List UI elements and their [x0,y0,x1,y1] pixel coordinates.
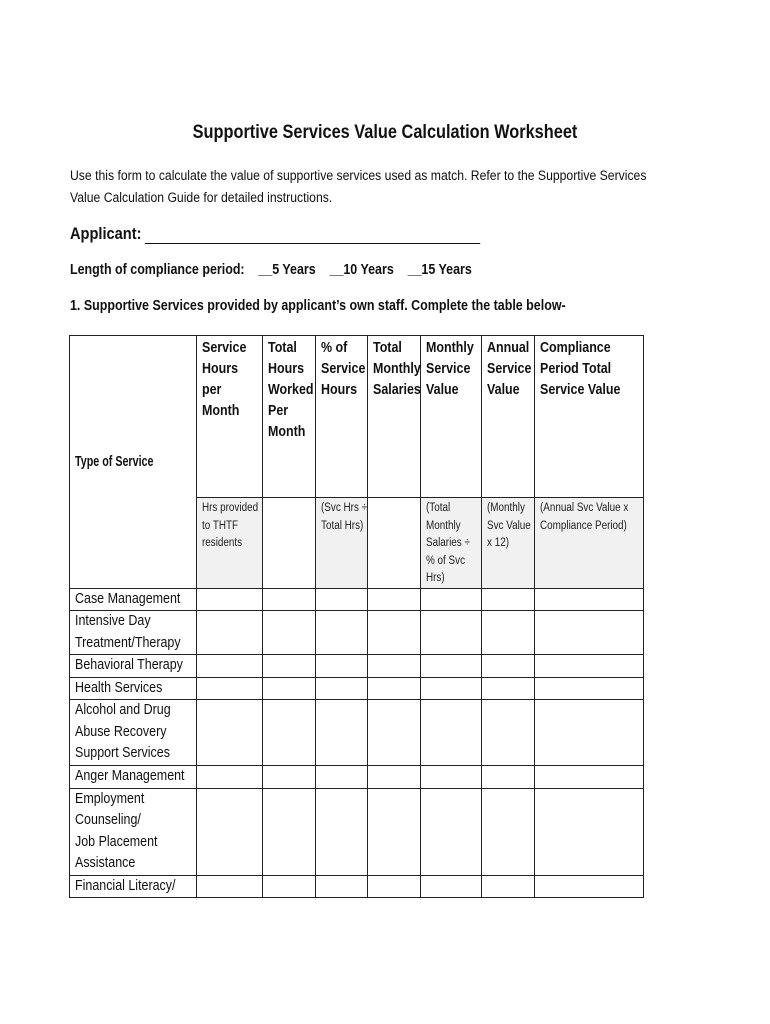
table-cell[interactable] [263,766,316,789]
table-row [70,611,644,655]
col-service-hours-header: Service Hours per Month [197,336,263,498]
table-cell[interactable] [197,875,263,898]
table-cell[interactable] [421,700,482,766]
table-cell[interactable] [535,611,644,655]
table-row [70,677,644,700]
applicant-input-line[interactable] [145,225,480,244]
page-title: Supportive Services Value Calculation Worksheet [192,122,578,143]
table-row [70,788,644,875]
row-label: Behavioral Therapy [70,655,197,678]
section-1-heading: 1. Supportive Services provided by applicant’s own staff. Complete the table below- [70,298,566,314]
table-cell[interactable] [535,655,644,678]
table-row [70,700,644,766]
note-total-hours [263,498,316,589]
period-option-10-years[interactable]: __10 Years [329,262,394,278]
table-cell[interactable] [421,677,482,700]
table-cell[interactable] [368,700,421,766]
table-cell[interactable] [482,700,535,766]
table-cell[interactable] [535,700,644,766]
table-cell[interactable] [316,611,368,655]
table-cell[interactable] [197,655,263,678]
table-cell[interactable] [316,655,368,678]
table-cell[interactable] [535,588,644,611]
table-cell[interactable] [368,788,421,875]
note-service-hours: Hrs provided to THTF residents [197,498,263,589]
table-cell[interactable] [368,655,421,678]
table-cell[interactable] [368,875,421,898]
col-annual-value-header: Annual Service Value [482,336,535,498]
table-cell[interactable] [535,788,644,875]
col-total-hours-header: Total Hours Worked Per Month [263,336,316,498]
row-label: Alcohol and Drug Abuse Recovery Support Services [70,700,197,766]
row-label: Employment Counseling/ Job Placement Assistance [70,788,197,875]
table-cell[interactable] [197,766,263,789]
compliance-period-label: Length of compliance period: [70,262,245,278]
table-cell[interactable] [263,700,316,766]
compliance-period [70,262,482,278]
period-option-5-years[interactable]: __5 Years [258,262,316,278]
table-cell[interactable] [316,875,368,898]
period-option-15-years[interactable]: __15 Years [407,262,472,278]
row-label: Financial Literacy/ [70,875,197,898]
applicant-label: Applicant: [70,224,142,243]
table-cell[interactable] [316,700,368,766]
table-cell[interactable] [482,611,535,655]
table-cell[interactable] [535,766,644,789]
type-of-service-header: Type of Service [70,336,197,589]
table-cell[interactable] [263,677,316,700]
table-cell[interactable] [368,677,421,700]
applicant-field [70,224,480,244]
note-monthly-salaries [368,498,421,589]
col-monthly-salaries-header: Total Monthly Salaries [368,336,421,498]
row-label: Health Services [70,677,197,700]
row-label: Case Management [70,588,197,611]
table-cell[interactable] [421,611,482,655]
table-cell[interactable] [263,611,316,655]
table-cell[interactable] [482,788,535,875]
row-label: Intensive Day Treatment/Therapy [70,611,197,655]
table-cell[interactable] [197,588,263,611]
table-cell[interactable] [197,611,263,655]
table-cell[interactable] [482,677,535,700]
table-cell[interactable] [197,677,263,700]
table-cell[interactable] [482,875,535,898]
table-row [70,875,644,898]
table-cell[interactable] [421,655,482,678]
row-label: Anger Management [70,766,197,789]
table-cell[interactable] [197,700,263,766]
table-cell[interactable] [368,588,421,611]
table-cell[interactable] [482,655,535,678]
table-cell[interactable] [421,588,482,611]
note-percent-hours: (Svc Hrs ÷ Total Hrs) [316,498,368,589]
table-cell[interactable] [316,788,368,875]
table-cell[interactable] [316,677,368,700]
table-row [70,588,644,611]
note-monthly-value: (Total Monthly Salaries ÷ % of Svc Hrs) [421,498,482,589]
table-cell[interactable] [316,766,368,789]
table-row [70,766,644,789]
table-cell[interactable] [482,588,535,611]
intro-text: Use this form to calculate the value of supportive services used as match. Refer to the Supportive Services Value Calculation Guide for detailed instructions. [70,168,647,206]
table-cell[interactable] [482,766,535,789]
table-cell[interactable] [263,655,316,678]
col-percent-hours-header: % of Service Hours [316,336,368,498]
table-cell[interactable] [368,611,421,655]
table-row [70,655,644,678]
table-cell[interactable] [263,875,316,898]
table-cell[interactable] [535,875,644,898]
table-cell[interactable] [421,766,482,789]
table-cell[interactable] [197,788,263,875]
table-cell[interactable] [421,788,482,875]
note-compliance-value: (Annual Svc Value x Compliance Period) [535,498,644,589]
table-cell[interactable] [316,588,368,611]
table-cell[interactable] [263,588,316,611]
col-monthly-value-header: Monthly Service Value [421,336,482,498]
table-cell[interactable] [535,677,644,700]
col-compliance-value-header: Compliance Period Total Service Value [535,336,644,498]
table-cell[interactable] [421,875,482,898]
services-table [69,335,644,898]
table-cell[interactable] [263,788,316,875]
note-annual-value: (Monthly Svc Value x 12) [482,498,535,589]
table-cell[interactable] [368,766,421,789]
